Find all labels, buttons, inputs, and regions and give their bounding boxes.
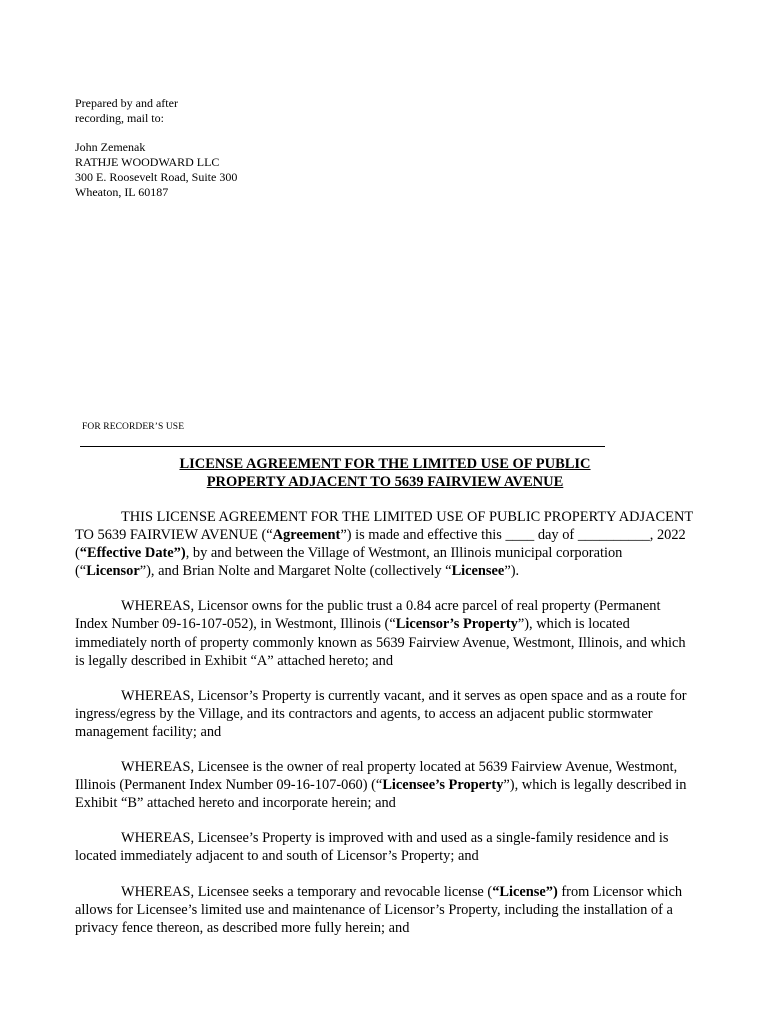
text-run: WHEREAS, Licensee is the owner of real property located at 5639 Fairview Avenue, Westmont, Illinois (Permanent Index Number 09-16-107-060) (“	[75, 759, 678, 794]
recipient-street: 300 E. Roosevelt Road, Suite 300	[75, 170, 238, 184]
recorder-use-label: FOR RECORDER’S USE	[82, 422, 185, 432]
text-run: from Licensor which allows for Licensee’s limited use and maintenance of Licensor’s Property, including the installation of a privacy fence thereon, as described more fully herein; and	[75, 883, 683, 936]
text-run: WHEREAS, Licensee seeks a temporary and revocable license (	[121, 883, 493, 900]
text-run: ”).	[504, 563, 520, 580]
defined-term-licensee: Licensee	[451, 563, 505, 580]
paragraph-whereas-license	[75, 883, 695, 937]
mail-to-line: recording, mail to:	[75, 111, 164, 125]
paragraph-agreement-intro	[75, 508, 695, 580]
spacer	[75, 126, 237, 140]
defined-term-licensor: Licensor	[86, 563, 140, 580]
paragraph-whereas-residence	[75, 829, 695, 865]
text-run: THIS LICENSE AGREEMENT FOR THE LIMITED USE OF PUBLIC PROPERTY ADJACENT TO 5639 FAIRVIEW AVENUE (“	[75, 509, 693, 544]
document-body	[75, 508, 695, 954]
paragraph-whereas-vacant	[75, 687, 695, 741]
paragraph-whereas-licensee-owner	[75, 758, 695, 812]
document-title	[75, 456, 695, 491]
paragraph-whereas-licensor-owns	[75, 597, 695, 669]
prepared-by-line: Prepared by and after	[75, 96, 178, 110]
recipient-name: John Zemenak	[75, 140, 146, 154]
defined-term-licensees-property: Licensee’s Property	[382, 777, 504, 794]
return-address-block	[75, 96, 237, 200]
recipient-city: Wheaton, IL 60187	[75, 185, 169, 199]
recorder-divider	[80, 446, 605, 447]
title-line-2: PROPERTY ADJACENT TO 5639 FAIRVIEW AVENUE	[206, 473, 564, 490]
recipient-firm: RATHJE WOODWARD LLC	[75, 155, 220, 169]
text-run: ”), which is legally described in Exhibit “B” attached hereto and incorporate herein; and	[75, 777, 687, 812]
text-run: WHEREAS, Licensor owns for the public trust a 0.84 acre parcel of real property (Permanent Index Number 09-16-107-052), in Westmont, Illinois (“	[75, 598, 661, 633]
text-run: WHEREAS, Licensor’s Property is currently vacant, and it serves as open space and as a route for ingress/egress by the Village, and its contractors and agents, to access an adjacent public stormwater management facility; and	[75, 687, 687, 740]
text-run: WHEREAS, Licensee’s Property is improved with and used as a single-family residence and is located immediately adjacent to and south of Licensor’s Property; and	[75, 830, 669, 865]
text-run: ”), and Brian Nolte and Margaret Nolte (collectively “	[139, 563, 452, 580]
defined-term-license: “License”)	[492, 883, 558, 900]
defined-term-effective-date: “Effective Date”)	[79, 545, 186, 562]
text-run: ”), which is located immediately north of property commonly known as 5639 Fairview Avenue, Westmont, Illinois, and which is legally described in Exhibit “A” attached hereto; and	[75, 616, 686, 669]
text-run: , by and between the Village of Westmont, an Illinois municipal corporation (“	[75, 545, 623, 580]
defined-term-licensors-property: Licensor’s Property	[395, 616, 518, 633]
title-line-1: LICENSE AGREEMENT FOR THE LIMITED USE OF PUBLIC	[179, 456, 591, 472]
defined-term-agreement: Agreement	[272, 527, 341, 544]
text-run: ”) is made and effective this ____ day of __________, 2022 (	[75, 527, 686, 562]
